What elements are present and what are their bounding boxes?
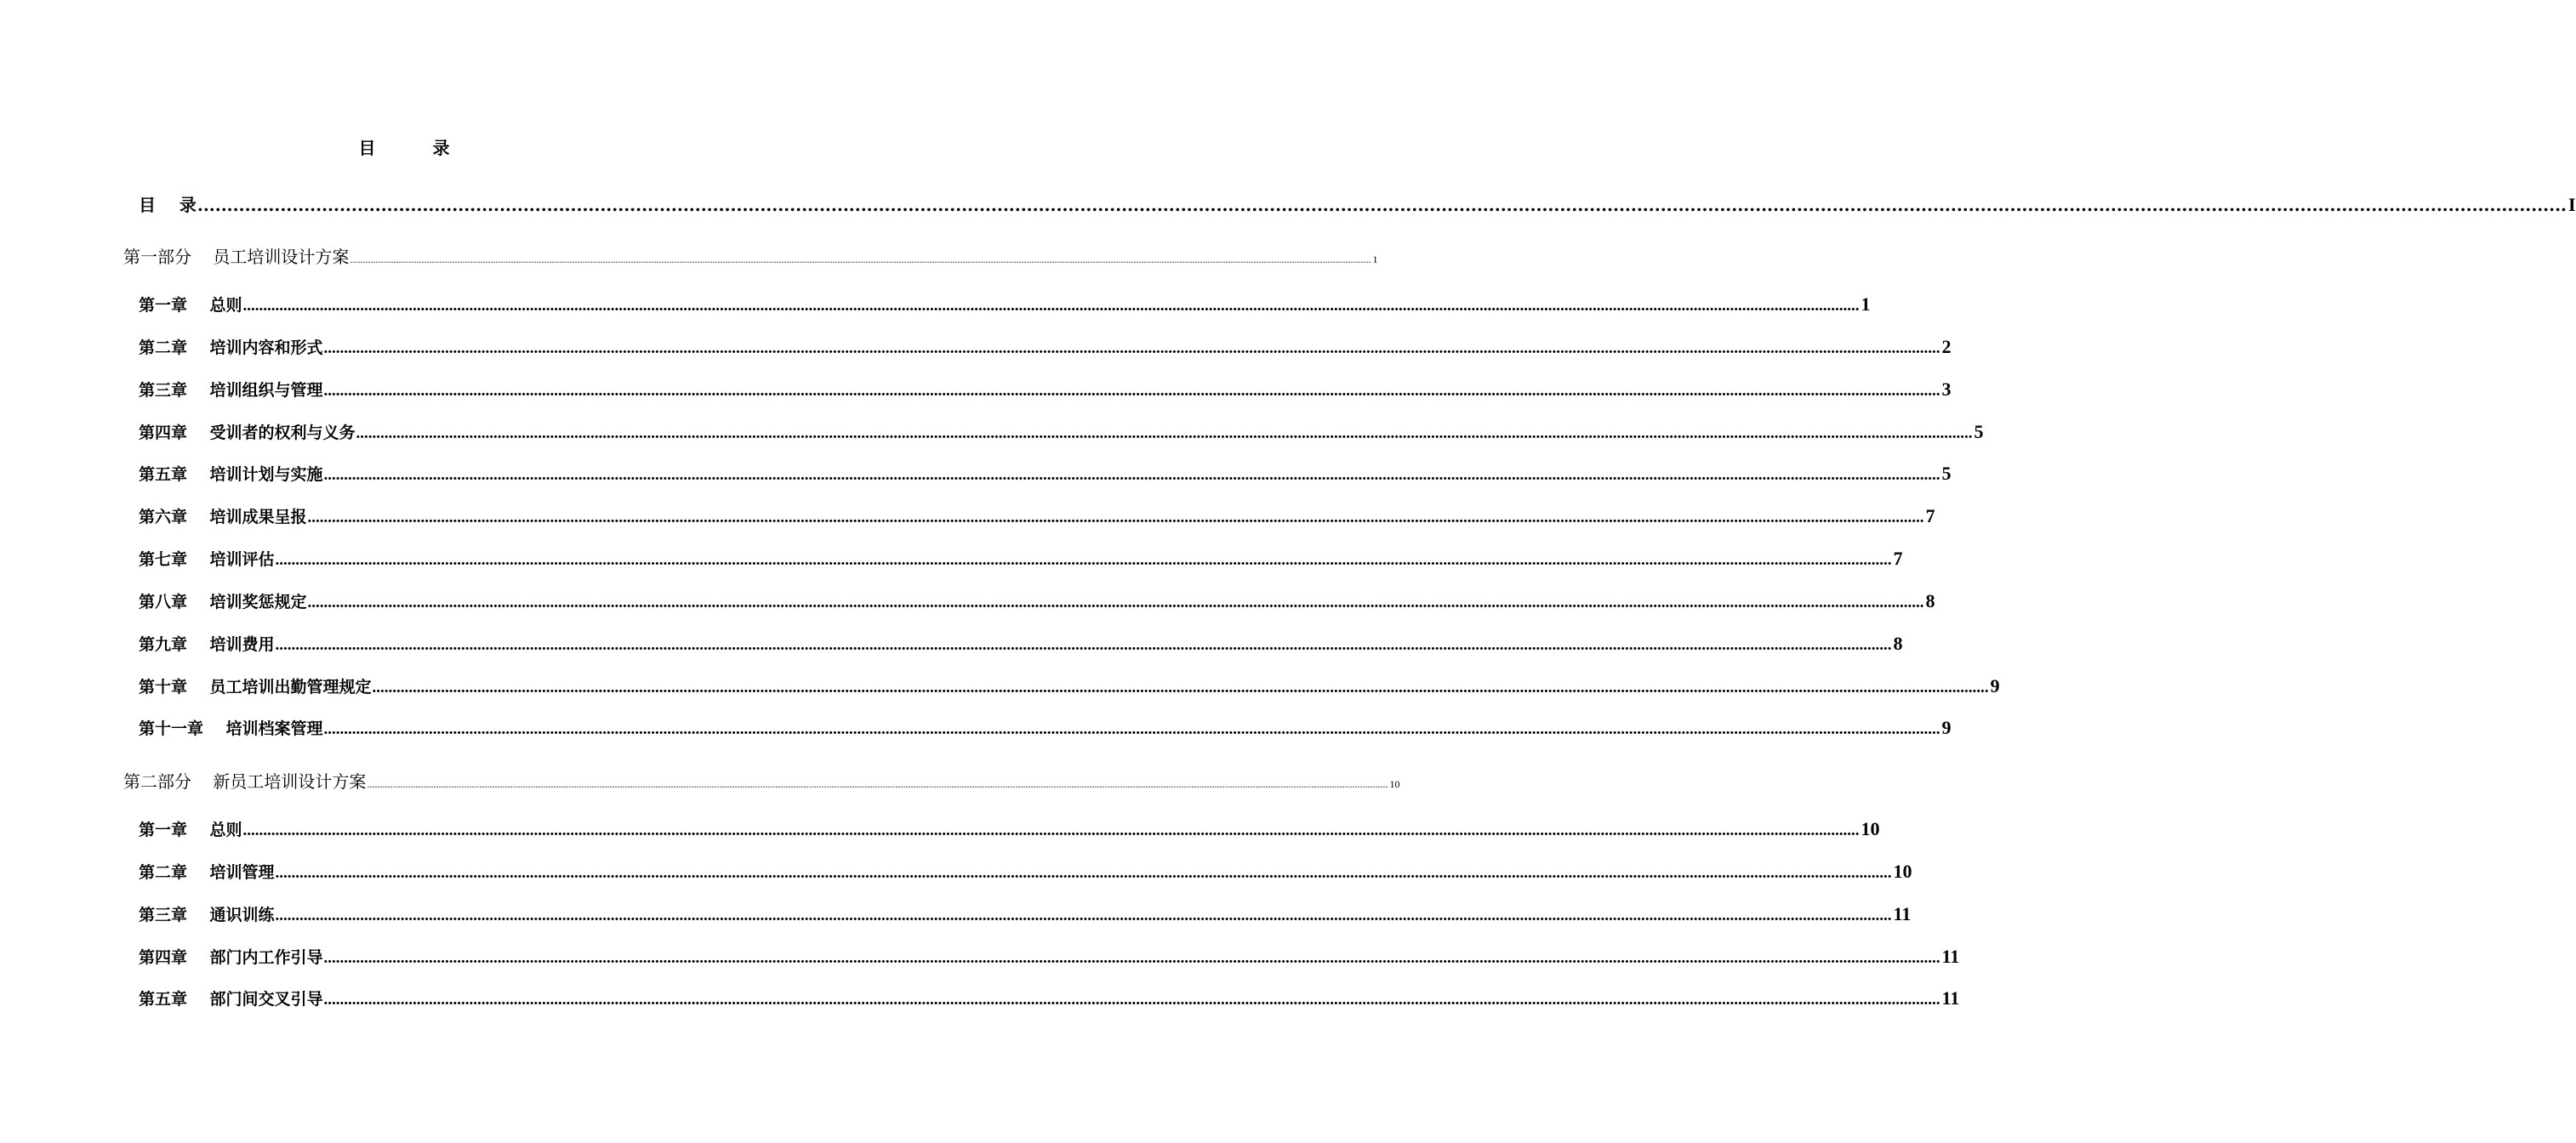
toc-entry[interactable] (0, 462, 1952, 489)
toc-dot-leader: ................................................................................................................................................................................................................................................................................................................................................................................................................ (307, 509, 1924, 526)
toc-page-number: 11 (1941, 987, 1960, 1009)
toc-entry[interactable] (0, 716, 1952, 743)
toc-entry-label: 第四章 受训者的权利与义务 (139, 424, 356, 442)
toc-dot-leader: ................................................................................................................................................................................................................................................................................................................................................................................................................ (275, 864, 1892, 882)
toc-dot-leader: ................................................................................................................................................................................................................................................................................................................................................................................................................ (350, 253, 1371, 265)
toc-dot-leader: ................................................................................................................................................................................................................................................................................................................................................................................................................ (323, 720, 1941, 738)
toc-dot-leader: ................................................................................................................................................................................................................................................................................................................................................................................................................ (275, 636, 1892, 654)
toc-entry-label: 第九章 培训费用 (139, 635, 275, 654)
toc-page-number: I (2568, 194, 2576, 215)
toc-dot-leader: ................................................................................................................................................................................................................................................................................................................................................................................................................ (242, 297, 1860, 315)
toc-page-number: 7 (1925, 505, 1935, 526)
toc-dot-leader: ................................................................................................................................................................................................................................................................................................................................................................................................................ (323, 339, 1941, 357)
toc-page-number: 5 (1941, 463, 1952, 484)
toc-entry-label: 第五章 培训计划与实施 (139, 465, 323, 484)
toc-entry-label: 第二章 培训管理 (139, 863, 275, 882)
toc-entry-label: 第八章 培训奖惩规定 (139, 593, 307, 611)
toc-dot-leader: ................................................................................................................................................................................................................................................................................................................................................................................................................ (275, 907, 1892, 924)
toc-entry[interactable] (0, 335, 1952, 362)
toc-entry[interactable] (0, 987, 1960, 1014)
toc-entry-label: 第六章 培训成果呈报 (139, 508, 307, 526)
toc-dot-leader: ................................................................................................................................................................................................................................................................................................................................................................................................................ (242, 822, 1860, 839)
toc-dot-leader: ................................................................................................................................................................................................................................................................................................................................................................................................................ (323, 949, 1941, 967)
toc-entry[interactable] (0, 860, 1912, 887)
toc-entry[interactable] (0, 632, 1903, 659)
toc-page-number: 11 (1893, 903, 1912, 924)
toc-entry[interactable] (0, 504, 1935, 532)
toc-page-number: 8 (1893, 633, 1903, 654)
toc-page-number: 7 (1893, 548, 1903, 569)
toc-entry[interactable] (0, 589, 1935, 617)
toc-page-number: 11 (1941, 946, 1960, 967)
toc-entry[interactable] (0, 293, 1871, 320)
toc-entry[interactable] (0, 547, 1903, 574)
toc-entry-label: 第一部分 员工培训设计方案 (123, 247, 350, 267)
toc-entry-label: 第四章 部门内工作引导 (139, 948, 323, 967)
toc-entry[interactable] (0, 768, 1400, 795)
toc-entry-label: 第十章 员工培训出勤管理规定 (139, 678, 372, 697)
page-title: 目 录 (358, 138, 476, 158)
toc-dot-leader: ................................................................................................................................................................................................................................................................................................................................................................................................................ (356, 424, 1973, 442)
toc-page-number: 9 (1990, 675, 2000, 697)
toc-entry-label: 第二章 培训内容和形式 (139, 338, 323, 357)
toc-page-number: 10 (1389, 778, 1400, 790)
toc-entry[interactable] (0, 902, 1912, 930)
toc-entry[interactable] (0, 243, 1378, 270)
toc-page-number: 10 (1893, 861, 1912, 882)
toc-page-number: 2 (1941, 336, 1952, 357)
toc-entry-label: 第一章 总则 (139, 296, 242, 315)
toc-entry-label: 第二部分 新员工培训设计方案 (123, 771, 367, 792)
toc-page-number: 5 (1974, 421, 1984, 442)
toc-entry-label: 第十一章 培训档案管理 (139, 719, 323, 738)
toc-entry[interactable] (0, 191, 2576, 219)
toc-entry-label: 第七章 培训评估 (139, 550, 275, 569)
toc-page-number: 1 (1372, 253, 1378, 265)
toc-entry[interactable] (0, 378, 1952, 405)
toc-page-number: 1 (1861, 293, 1871, 315)
toc-page-number: 9 (1941, 717, 1952, 738)
toc-dot-leader: ................................................................................................................................................................................................................................................................................................................................................................................................................ (197, 195, 2567, 215)
toc-dot-leader: ................................................................................................................................................................................................................................................................................................................................................................................................................ (372, 679, 1989, 697)
toc-page-number: 3 (1941, 378, 1952, 400)
toc-entry[interactable] (0, 945, 1960, 972)
toc-dot-leader: ................................................................................................................................................................................................................................................................................................................................................................................................................ (323, 382, 1941, 400)
toc-entry-label: 第三章 培训组织与管理 (139, 381, 323, 400)
toc-entry-label: 第一章 总则 (139, 821, 242, 839)
toc-page-number: 10 (1861, 818, 1880, 839)
toc-page-number: 8 (1925, 590, 1935, 611)
toc-dot-leader: ................................................................................................................................................................................................................................................................................................................................................................................................................ (323, 466, 1941, 484)
toc-dot-leader: ................................................................................................................................................................................................................................................................................................................................................................................................................ (367, 778, 1388, 790)
toc-entry[interactable] (0, 420, 1984, 447)
toc-entry-label: 目 录 (139, 195, 197, 215)
toc-dot-leader: ................................................................................................................................................................................................................................................................................................................................................................................................................ (307, 594, 1924, 611)
toc-entry[interactable] (0, 817, 1880, 844)
toc-entry[interactable] (0, 674, 2000, 702)
toc-entry-label: 第三章 通识训练 (139, 906, 275, 924)
toc-dot-leader: ................................................................................................................................................................................................................................................................................................................................................................................................................ (323, 991, 1941, 1009)
toc-entry-label: 第五章 部门间交叉引导 (139, 990, 323, 1009)
toc-dot-leader: ................................................................................................................................................................................................................................................................................................................................................................................................................ (275, 551, 1892, 569)
